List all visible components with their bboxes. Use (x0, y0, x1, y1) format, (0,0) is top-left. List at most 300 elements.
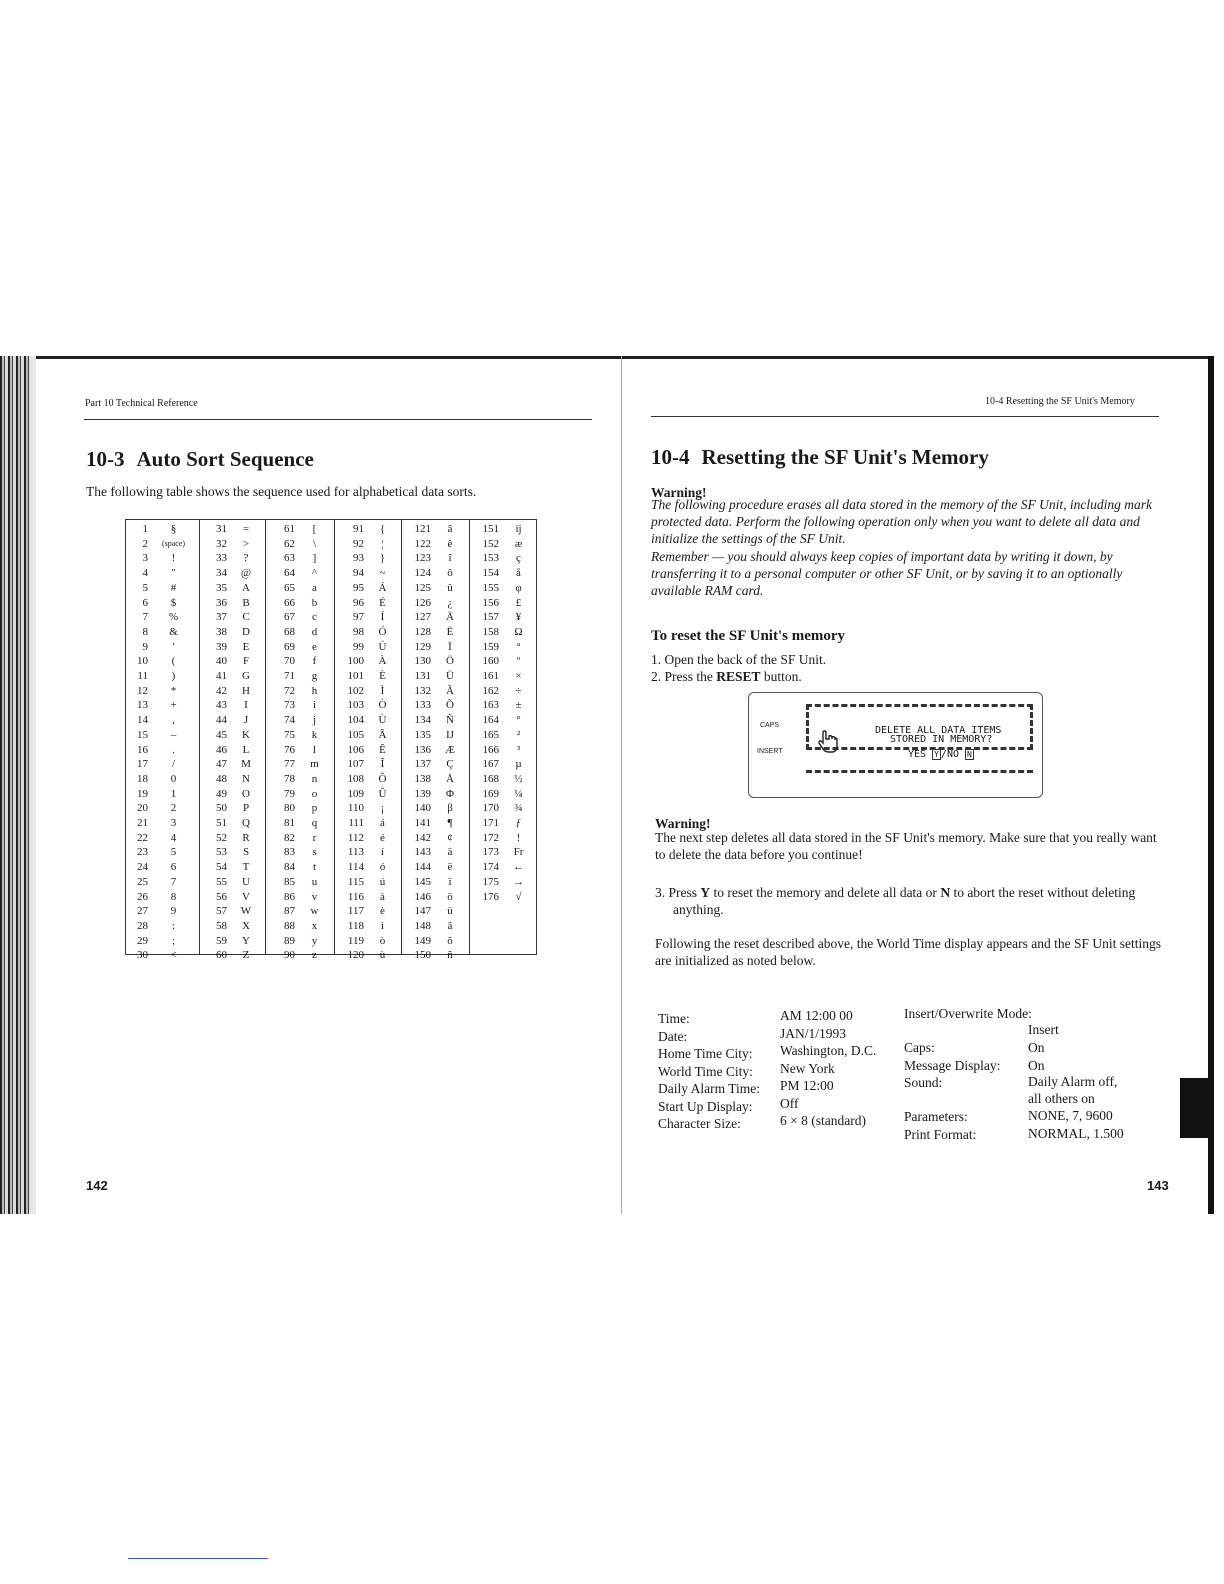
sort-entry (469, 831, 538, 846)
sort-entry (401, 551, 469, 566)
sort-entry (469, 728, 538, 743)
sort-character: f (312, 655, 317, 668)
sort-character: ö (447, 890, 453, 903)
sort-index: 130 (414, 655, 431, 668)
sort-character: 8 (170, 890, 177, 903)
sort-index: 18 (137, 772, 148, 785)
sort-index: 84 (284, 861, 295, 874)
sort-index: 60 (216, 949, 227, 962)
sort-entry (265, 890, 334, 905)
sort-character: o (311, 787, 318, 800)
sort-character: Ä (446, 611, 454, 624)
sort-entry (126, 757, 199, 772)
sort-entry (469, 566, 538, 581)
sort-character: 1 (170, 787, 177, 800)
sort-entry (401, 904, 469, 919)
sort-index: 54 (216, 861, 227, 874)
sort-entry (199, 581, 265, 596)
sort-character: E (242, 640, 250, 653)
sort-entry (199, 875, 265, 890)
sort-index: 112 (347, 831, 364, 844)
sort-character: J (243, 714, 249, 727)
sort-character: % (168, 611, 179, 624)
setting-label: Date: (658, 1028, 688, 1044)
sort-index: 138 (414, 772, 431, 785)
sort-entry (469, 816, 538, 831)
sort-entry (265, 934, 334, 949)
sort-index: 115 (347, 875, 364, 888)
sort-character: c (312, 611, 317, 624)
left-header-rule (84, 419, 592, 420)
sort-entry (401, 875, 469, 890)
sort-entry (334, 890, 401, 905)
sort-entry (401, 684, 469, 699)
lcd-n-key: N (967, 750, 972, 759)
sort-character: û (447, 581, 453, 594)
sort-character: ? (243, 552, 249, 565)
sort-character: ² (516, 728, 521, 741)
sort-index: 5 (142, 581, 148, 594)
sort-entry (401, 801, 469, 816)
sort-entry (199, 919, 265, 934)
sort-entry (126, 890, 199, 905)
sort-index: 121 (414, 523, 431, 535)
sort-character: u (311, 875, 318, 888)
sort-character: ° (516, 714, 521, 727)
sort-entry (199, 816, 265, 831)
sort-entry (401, 845, 469, 860)
bottom-underline (128, 1558, 268, 1559)
lcd-line-3 (908, 749, 974, 760)
sort-index: 92 (353, 537, 364, 550)
sort-entry (334, 566, 401, 581)
sort-character: î (448, 552, 452, 565)
sort-entry (265, 919, 334, 934)
sort-entry (126, 728, 199, 743)
sort-character: ± (515, 699, 522, 712)
sort-index: 39 (216, 640, 227, 653)
right-header-rule (651, 416, 1159, 417)
sort-entry (265, 551, 334, 566)
lcd-line-1: DELETE ALL DATA ITEMS (875, 725, 1002, 736)
insert-overwrite-label: Insert/Overwrite Mode: (904, 1006, 1032, 1021)
step-3-prefix: 3. Press (655, 885, 701, 900)
sort-index: 59 (216, 934, 227, 947)
sort-entry (265, 654, 334, 669)
sort-index: 134 (414, 714, 431, 727)
setting-label: Daily Alarm Time: (658, 1081, 761, 1096)
section-number: 10-4 (651, 445, 690, 469)
sort-entry (265, 728, 334, 743)
sort-character: ½ (514, 772, 523, 785)
sort-index: 56 (216, 890, 227, 903)
sort-entry (199, 537, 265, 552)
sort-index: 99 (353, 640, 364, 653)
sort-entry (265, 845, 334, 860)
sort-index: 126 (414, 596, 431, 609)
sort-index: 161 (482, 670, 499, 682)
sort-entry (401, 522, 469, 537)
sort-index: 10 (137, 655, 148, 668)
sort-entry (334, 713, 401, 728)
lcd-no-label: /NO (940, 749, 959, 760)
sort-entry (401, 787, 469, 802)
sort-index: 143 (414, 846, 431, 859)
sort-index: 171 (482, 817, 499, 829)
sort-character: β (447, 802, 453, 815)
sort-entry (334, 596, 401, 611)
sort-character: À (378, 655, 387, 668)
sort-index: 77 (284, 758, 295, 771)
sort-entry (126, 596, 199, 611)
sort-index: 1 (142, 523, 148, 535)
sort-character: 5 (170, 846, 177, 859)
sort-index: 167 (482, 758, 499, 771)
setting-label: World Time City: (658, 1063, 753, 1079)
sort-entry (265, 581, 334, 596)
sort-index: 135 (414, 728, 431, 741)
sort-character: Q (242, 817, 250, 829)
sort-index: 11 (137, 670, 148, 682)
sort-index: 139 (414, 787, 431, 800)
step-2 (651, 668, 802, 685)
sort-character: × (515, 670, 522, 682)
sort-entry (401, 713, 469, 728)
sort-character: y (311, 934, 318, 947)
sort-entry (401, 654, 469, 669)
sort-entry (334, 640, 401, 655)
sort-character: ) (171, 670, 176, 682)
sort-entry (401, 860, 469, 875)
sort-character: / (171, 758, 176, 771)
warning-2-title: Warning! (655, 816, 711, 831)
section-heading-10-4 (651, 445, 989, 470)
sort-character: a (312, 581, 317, 594)
sort-entry (199, 698, 265, 713)
sort-index: 104 (347, 714, 364, 727)
step-3-suffix: to abort the reset without deleting (950, 885, 1136, 900)
sort-entry (334, 522, 401, 537)
sort-character: ƒ (515, 817, 522, 829)
sort-character: É (379, 596, 386, 609)
sort-character: @ (240, 567, 252, 580)
sort-entry (126, 537, 199, 552)
sort-index: 26 (137, 890, 148, 903)
sort-index: 105 (347, 728, 364, 741)
setting-label: Character Size: (658, 1116, 741, 1131)
sort-entry (334, 551, 401, 566)
setting-value: 6 × 8 (standard) (780, 1113, 866, 1128)
sort-index: 137 (414, 758, 431, 771)
sort-character: IJ (446, 728, 454, 741)
sort-index: 21 (137, 817, 148, 829)
sort-character: , (172, 714, 175, 727)
sort-entry (199, 860, 265, 875)
sort-character: 7 (170, 875, 177, 888)
sort-index: 119 (347, 934, 364, 947)
sort-character: # (170, 581, 177, 594)
sort-entry (126, 640, 199, 655)
sort-character: 3 (170, 817, 177, 829)
sort-character: á (380, 817, 385, 829)
sort-entry (469, 581, 538, 596)
sort-index: 152 (482, 537, 499, 550)
sort-entry (334, 816, 401, 831)
sort-index: 61 (284, 523, 295, 535)
sort-character: ~ (379, 567, 386, 580)
sort-entry (265, 743, 334, 758)
sort-index: 118 (347, 919, 364, 932)
sort-index: 71 (284, 670, 295, 682)
step-3-n-key: N (940, 885, 951, 900)
caps-value: On (1028, 1040, 1045, 1055)
sort-index: 128 (414, 625, 431, 638)
sort-index: 19 (137, 787, 148, 800)
page-number-left: 142 (86, 1178, 108, 1193)
sort-index: 42 (216, 684, 227, 697)
sort-entry (199, 904, 265, 919)
sort-column-3 (265, 520, 335, 962)
sort-index: 158 (482, 625, 499, 638)
sort-index: 69 (284, 640, 295, 653)
print-format-value: NORMAL, 1.500 (1028, 1126, 1124, 1141)
sort-index: 150 (414, 949, 431, 962)
sort-character: v (311, 890, 318, 903)
sort-index: 36 (216, 596, 227, 609)
sort-character: ü (447, 905, 453, 918)
right-running-head: 10-4 Resetting the SF Unit's Memory (985, 396, 1135, 407)
sort-entry (199, 684, 265, 699)
sort-entry (199, 625, 265, 640)
sort-entry (401, 625, 469, 640)
sort-character: Ç (446, 758, 454, 771)
sort-entry (401, 948, 469, 963)
thumb-index-tab (1180, 1078, 1208, 1138)
sort-index: 37 (216, 611, 227, 624)
sort-entry (401, 728, 469, 743)
sort-index: 176 (482, 890, 499, 903)
sort-index: 65 (284, 581, 295, 594)
sort-entry (334, 537, 401, 552)
sort-character: Fr (513, 846, 524, 859)
sort-index: 165 (482, 728, 499, 741)
sort-character: ³ (516, 743, 521, 756)
sort-index: 107 (347, 758, 364, 771)
sort-index: 123 (414, 552, 431, 565)
sort-entry (469, 801, 538, 816)
sort-character: i (312, 699, 317, 712)
sort-character: ¦ (381, 537, 384, 550)
sort-index: 131 (414, 670, 431, 682)
sort-character: Φ (445, 787, 455, 800)
sort-character: ä (447, 846, 453, 859)
sort-entry (469, 890, 538, 905)
sort-index: 9 (142, 640, 148, 653)
setting-value: PM 12:00 (780, 1078, 834, 1093)
step-2-suffix: button. (760, 669, 802, 684)
sort-character: à (380, 890, 385, 903)
sort-index: 136 (414, 743, 431, 756)
sort-character: Ü (446, 670, 454, 682)
sort-character: j (312, 714, 317, 727)
sort-index: 168 (482, 772, 499, 785)
sort-character: µ (515, 758, 522, 771)
lcd-bottom-border (806, 770, 1033, 778)
sort-column-5 (401, 520, 470, 962)
sort-column-6 (469, 520, 538, 954)
sort-entry (334, 728, 401, 743)
sort-character: Ê (379, 743, 386, 756)
sort-character: D (242, 625, 250, 638)
sort-character: ù (379, 949, 386, 962)
following-text: Following the reset described above, the World Time display appears and the SF Unit settings are initialized as noted below. (655, 936, 1161, 968)
sort-entry (265, 801, 334, 816)
sort-index: 132 (414, 684, 431, 697)
section-title: Resetting the SF Unit's Memory (701, 445, 989, 469)
step-3 (655, 884, 1167, 901)
sort-character: \ (312, 537, 317, 550)
sort-entry (334, 743, 401, 758)
sort-index: 93 (353, 552, 364, 565)
sort-character: ç (516, 552, 521, 565)
sort-character: ij (515, 523, 522, 535)
sort-character: â (447, 523, 453, 535)
sort-character: G (242, 670, 250, 682)
sort-entry (334, 831, 401, 846)
sort-entry (401, 537, 469, 552)
sort-character: § (170, 523, 177, 535)
sort-index: 85 (284, 875, 295, 888)
sort-entry (199, 934, 265, 949)
sort-index: 44 (216, 714, 227, 727)
sort-character: s (312, 846, 317, 859)
sort-character: Á (378, 581, 387, 594)
sort-entry (334, 860, 401, 875)
sort-character: Æ (445, 743, 455, 756)
sort-entry (199, 640, 265, 655)
sort-character: Í (380, 611, 385, 624)
setting-label: Time: (658, 1011, 690, 1026)
sound-label: Sound: (904, 1075, 943, 1090)
sort-index: 122 (414, 537, 431, 550)
sort-index: 86 (284, 890, 295, 903)
page-top-edge (0, 356, 1213, 359)
reset-button-label: RESET (716, 669, 761, 684)
sort-character: F (242, 655, 250, 668)
sort-character: ï (448, 875, 452, 888)
sort-character: ª (516, 640, 521, 653)
sort-character: T (242, 861, 250, 874)
sort-character: ¡ (380, 802, 385, 815)
sort-entry (126, 713, 199, 728)
sort-index: 14 (137, 714, 148, 727)
sort-entry (126, 551, 199, 566)
sort-index: 72 (284, 684, 295, 697)
sort-index: 88 (284, 919, 295, 932)
sort-column-1 (126, 520, 200, 962)
sort-index: 106 (347, 743, 364, 756)
sort-character: l (312, 743, 317, 756)
sort-entry (469, 698, 538, 713)
sort-index: 146 (414, 890, 431, 903)
sort-character: Ë (446, 625, 454, 638)
sort-entry (199, 772, 265, 787)
sort-index: 47 (216, 758, 227, 771)
sort-character: ÷ (515, 684, 522, 697)
setting-value: Washington, D.C. (780, 1043, 877, 1058)
sort-character: → (513, 875, 524, 888)
setting-value: New York (780, 1060, 835, 1076)
lcd-insert-indicator: INSERT (757, 748, 783, 755)
sort-index: 3 (142, 552, 148, 565)
sort-entry (199, 728, 265, 743)
sort-entry (469, 743, 538, 758)
sort-character: é (380, 831, 385, 844)
sort-index: 162 (482, 684, 499, 697)
sort-index: 20 (137, 802, 148, 815)
sort-character: O (242, 787, 250, 800)
sort-index: 125 (414, 581, 431, 594)
parameters-value: NONE, 7, 9600 (1028, 1108, 1113, 1123)
left-page-edge (0, 356, 30, 1214)
sort-entry (401, 743, 469, 758)
sort-character: P (242, 802, 250, 815)
sort-entry (334, 669, 401, 684)
sort-entry (199, 522, 265, 537)
sort-character: p (311, 802, 318, 815)
auto-sort-table (125, 519, 537, 962)
sort-entry (401, 890, 469, 905)
sort-character: £ (515, 596, 522, 609)
parameters-label: Parameters: (904, 1109, 968, 1124)
sort-entry (334, 875, 401, 890)
lcd-yes-label: YES (908, 749, 927, 760)
sort-entry (469, 522, 538, 537)
sort-index: 7 (142, 611, 148, 624)
sort-index: 53 (216, 846, 227, 859)
sort-character: d (311, 625, 318, 638)
sort-entry (265, 948, 334, 963)
sort-character: Ò (378, 699, 387, 712)
book-fold (621, 356, 622, 1214)
sort-entry (126, 787, 199, 802)
sort-character: = (242, 523, 250, 535)
sort-character: Õ (446, 699, 454, 712)
step-3-y-key: Y (700, 885, 711, 900)
sort-entry (334, 757, 401, 772)
sort-character: < (170, 949, 177, 962)
sort-entry (126, 566, 199, 581)
sort-entry (199, 757, 265, 772)
sort-index: 35 (216, 581, 227, 594)
sort-entry (401, 919, 469, 934)
sort-character: ê (447, 537, 453, 550)
sort-entry (469, 625, 538, 640)
sort-index: 89 (284, 934, 295, 947)
sort-entry (469, 684, 538, 699)
sort-entry (126, 684, 199, 699)
sort-character: Ã (446, 684, 454, 697)
sort-character: Û (378, 787, 387, 800)
sort-entry (265, 713, 334, 728)
sort-entry (265, 537, 334, 552)
sort-character: $ (170, 596, 177, 609)
sort-character: í (380, 846, 385, 859)
sort-index: 98 (353, 625, 364, 638)
sort-character: Y (242, 934, 250, 947)
lcd-y-key: Y (934, 750, 939, 759)
sort-index: 4 (142, 567, 148, 580)
